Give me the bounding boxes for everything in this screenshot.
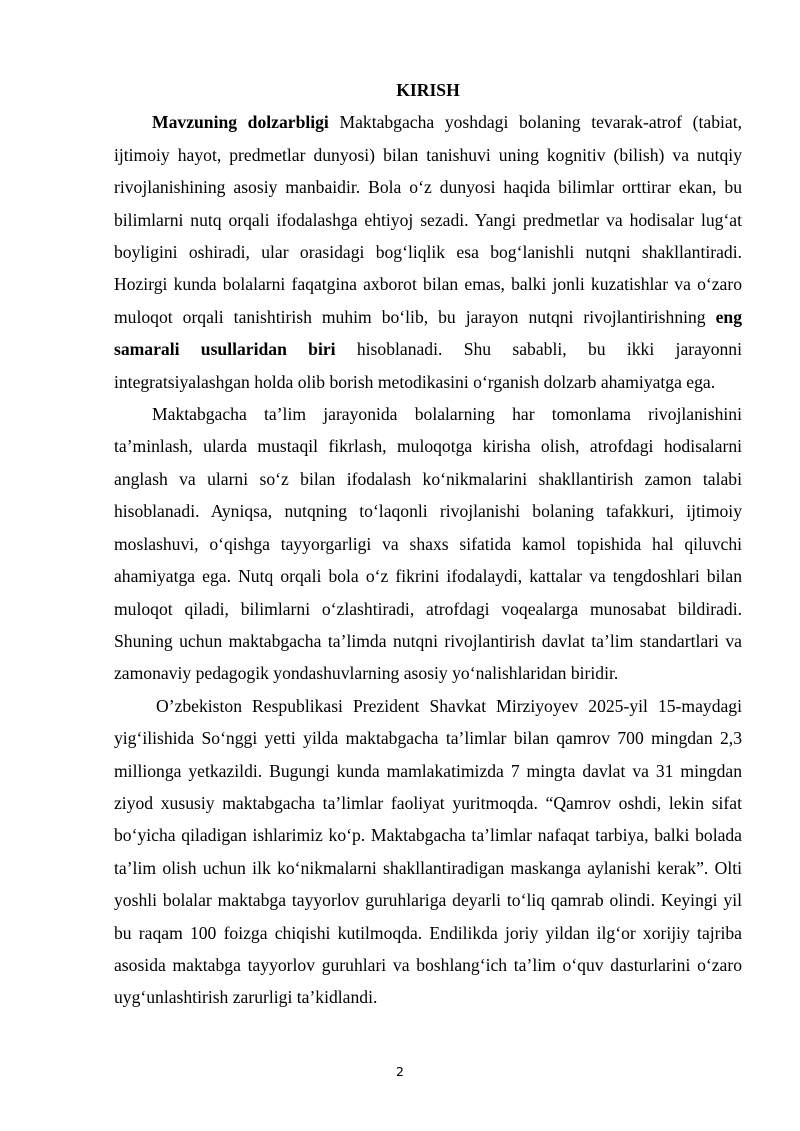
paragraph-emphasis: eng samarali usullaridan biri (114, 306, 742, 360)
page-number: 2 (396, 1064, 404, 1079)
paragraph-lead: Mavzuning dolzarbligi (152, 112, 329, 133)
paragraph-president: O’zbekiston Respublikasi Prezident Shavkat Mirziyoyev 2025-yil 15-maydagi yig‘ilishida So‘nggi yetti yilda maktabgacha ta’limlar bilan qamrov 700 mingdan 2,3 millionga yetkazildi. Bugungi kunda mamlakatimizda 7 mingta davlat va 31 mingdan ziyod xususiy maktabgacha ta’limlar faoliyat yuritmoqda. “Qamrov oshdi, lekin sifat bo‘yicha qiladigan ishlarimiz ko‘p. Maktabgacha ta’limlar nafaqat tarbiya, balki bolada ta’lim olish uchun ilk ko‘nikmalarni shakllantiradigan maskanga aylanishi kerak”. Olti yoshli bolalar maktabga tayyorlov guruhlariga deyarli to‘liq qamrab olindi. Keyingi yil bu raqam 100 foizga chiqishi kutilmoqda. Endilikda joriy yildan ilg‘or xorijiy tajriba asosida maktabga tayyorlov guruhlari va boshlang‘ich ta’lim o‘quv dasturlarini o‘zaro uyg‘unlashtirish zarurligi ta’kidlandi. (114, 695, 742, 1008)
paragraph-text: Maktabgacha yoshdagi bolaning tevarak-atrof (tabiat, ijtimoiy hayot, predmetlar dunyosi) bilan tanishuvi uning kognitiv (bilish) va nutqiy rivojlanishining asosiy manbaidir. Bola o‘z dunyosi haqida bilimlar orttirar ekan, bu bilimlarni nutq orqali ifodalashga ehtiyoj sezadi. Yangi predmetlar va hodisalar lug‘at boyligini oshiradi, ular orasidagi bog‘liqlik esa bog‘lanishli nutqni shakllantiradi. Hozirgi kunda bolalarni faqatgina axborot bilan emas, balki jonli kuzatishlar va o‘zaro muloqot orqali tanishtirish muhim bo‘lib, bu jarayon nutqni rivojlantirishning (114, 112, 742, 327)
page-body (114, 74, 742, 1014)
section-heading: KIRISH (396, 80, 460, 100)
paragraph-text: hisoblanadi. Shu sababli, bu ikki jarayonni integratsiyalashgan holda olib borish metodikasini o‘rganish dolzarb ahamiyatga ega. (114, 339, 742, 392)
paragraph-education: Maktabgacha ta’lim jarayonida bolalarning har tomonlama rivojlanishini ta’minlash, ularda mustaqil fikrlash, muloqotga kirisha olish, atrofdagi hodisalarni anglash va ularni so‘z bilan ifodalash ko‘nikmalarini shakllantirish zamon talabi hisoblanadi. Ayniqsa, nutqning to‘laqonli rivojlanishi bolaning tafakkuri, ijtimoiy moslashuvi, o‘qishga tayyorgarligi va shaxs sifatida kamol topishida hal qiluvchi ahamiyatga ega. Nutq orqali bola o‘z fikrini ifodalaydi, kattalar va tengdoshlari bilan muloqot qiladi, bilimlarni o‘zlashtiradi, atrofdagi voqealarga munosabat bildiradi. Shuning uchun maktabgacha ta’limda nutqni rivojlantirish davlat ta’lim standartlari va zamonaviy pedagogik yondashuvlarning asosiy yo‘nalishlaridan biridir. (114, 404, 742, 684)
paragraph-relevance (114, 106, 742, 398)
